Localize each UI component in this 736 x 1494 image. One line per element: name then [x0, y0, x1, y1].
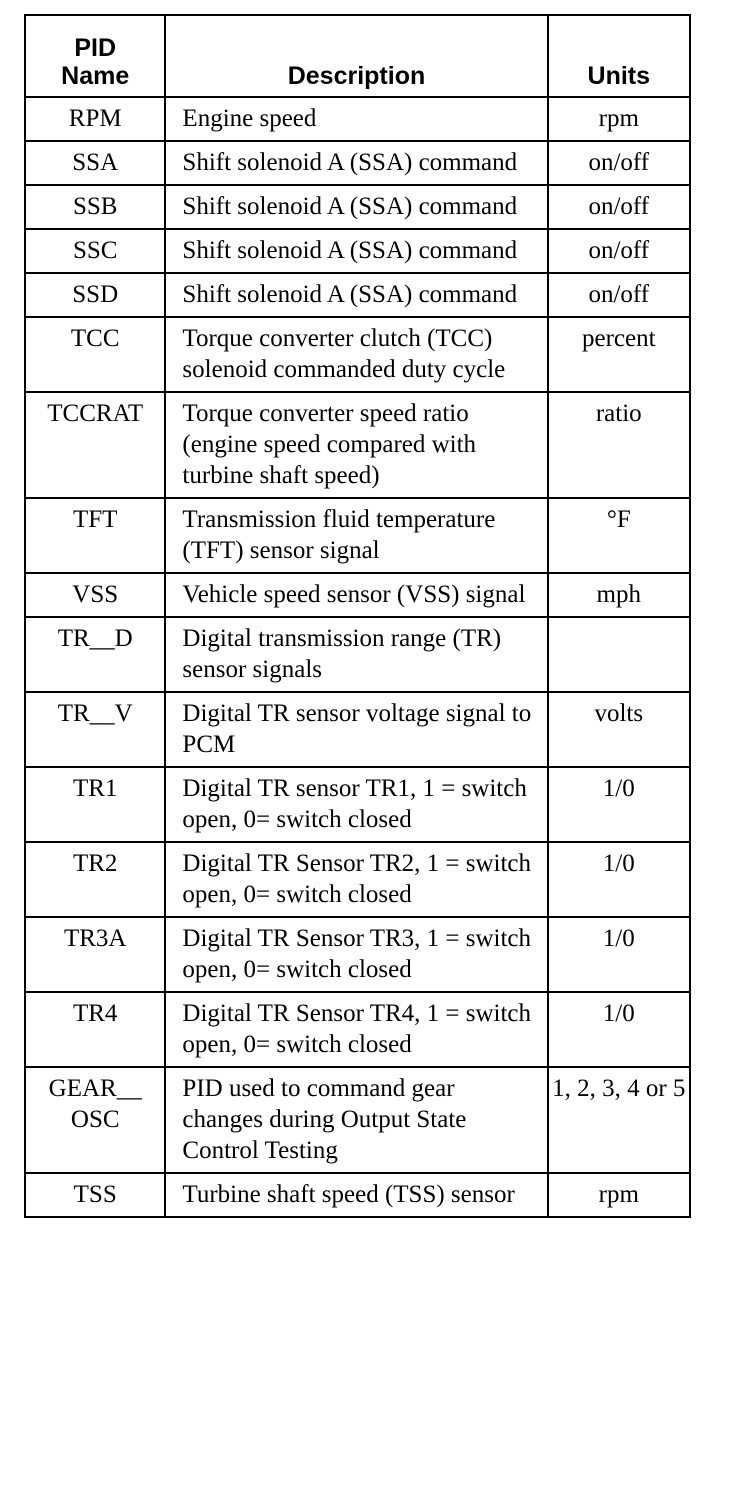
description-cell: Turbine shaft speed (TSS) sensor — [165, 1173, 547, 1217]
pid-name-cell: SSB — [25, 185, 165, 229]
units-cell: percent — [548, 317, 690, 392]
table-row — [25, 141, 690, 185]
table-row — [25, 573, 690, 617]
units-cell: on/off — [548, 141, 690, 185]
table-row — [25, 97, 690, 141]
table-row — [25, 917, 690, 992]
units-cell: 1/0 — [548, 842, 690, 917]
pid-name-cell: GEAR__ OSC — [25, 1067, 165, 1173]
units-cell: on/off — [548, 185, 690, 229]
table-row — [25, 317, 690, 392]
description-cell: Digital TR Sensor TR4, 1 = switch open, 0= switch closed — [165, 992, 547, 1067]
pid-name-cell: TFT — [25, 498, 165, 573]
pid-name-cell: VSS — [25, 573, 165, 617]
pid-name-cell: SSA — [25, 141, 165, 185]
pid-name-cell: RPM — [25, 97, 165, 141]
units-cell — [548, 617, 690, 692]
description-cell: Shift solenoid A (SSA) command — [165, 229, 547, 273]
table-row — [25, 617, 690, 692]
units-cell: ratio — [548, 392, 690, 498]
table-row — [25, 1173, 690, 1217]
description-cell: Digital TR sensor voltage signal to PCM — [165, 692, 547, 767]
header-units: Units — [548, 15, 690, 97]
pid-name-cell: TSS — [25, 1173, 165, 1217]
table-row — [25, 229, 690, 273]
description-cell: Engine speed — [165, 97, 547, 141]
pid-name-cell: TCCRAT — [25, 392, 165, 498]
header-pid-name-line2: Name — [61, 62, 130, 90]
table-row — [25, 992, 690, 1067]
table-row — [25, 392, 690, 498]
units-cell: 1/0 — [548, 992, 690, 1067]
units-cell: °F — [548, 498, 690, 573]
header-pid-name-line1: PID — [74, 34, 117, 62]
units-cell: rpm — [548, 97, 690, 141]
table-body — [25, 97, 690, 1217]
pid-name-cell: TCC — [25, 317, 165, 392]
pid-name-cell: TR__V — [25, 692, 165, 767]
table-row — [25, 1067, 690, 1173]
description-cell: Vehicle speed sensor (VSS) signal — [165, 573, 547, 617]
header-pid-name — [25, 15, 165, 97]
table-row — [25, 842, 690, 917]
units-cell: 1, 2, 3, 4 or 5 — [548, 1067, 690, 1173]
pid-name-cell: SSC — [25, 229, 165, 273]
pid-name-cell: SSD — [25, 273, 165, 317]
pid-name-cell: TR1 — [25, 767, 165, 842]
pid-table — [24, 14, 691, 1218]
table-row — [25, 185, 690, 229]
description-cell: Shift solenoid A (SSA) command — [165, 185, 547, 229]
units-cell: on/off — [548, 273, 690, 317]
description-cell: Transmission fluid temperature (TFT) sensor signal — [165, 498, 547, 573]
table-row — [25, 498, 690, 573]
description-cell: Shift solenoid A (SSA) command — [165, 141, 547, 185]
description-cell: Digital TR Sensor TR2, 1 = switch open, 0= switch closed — [165, 842, 547, 917]
pid-name-cell: TR3A — [25, 917, 165, 992]
header-description: Description — [165, 15, 547, 97]
description-cell: Shift solenoid A (SSA) command — [165, 273, 547, 317]
pid-name-cell: TR2 — [25, 842, 165, 917]
description-cell: Digital transmission range (TR) sensor signals — [165, 617, 547, 692]
pid-name-cell: TR__D — [25, 617, 165, 692]
description-cell: Digital TR Sensor TR3, 1 = switch open, 0= switch closed — [165, 917, 547, 992]
table-row — [25, 692, 690, 767]
table-row — [25, 767, 690, 842]
units-cell: 1/0 — [548, 917, 690, 992]
units-cell: 1/0 — [548, 767, 690, 842]
description-cell: PID used to command gear changes during Output State Control Testing — [165, 1067, 547, 1173]
pid-name-cell: TR4 — [25, 992, 165, 1067]
description-cell: Torque converter clutch (TCC) solenoid commanded duty cycle — [165, 317, 547, 392]
header-row — [25, 15, 690, 97]
units-cell: volts — [548, 692, 690, 767]
units-cell: mph — [548, 573, 690, 617]
description-cell: Digital TR sensor TR1, 1 = switch open, 0= switch closed — [165, 767, 547, 842]
table-row — [25, 273, 690, 317]
description-cell: Torque converter speed ratio (engine speed compared with turbine shaft speed) — [165, 392, 547, 498]
units-cell: on/off — [548, 229, 690, 273]
units-cell: rpm — [548, 1173, 690, 1217]
